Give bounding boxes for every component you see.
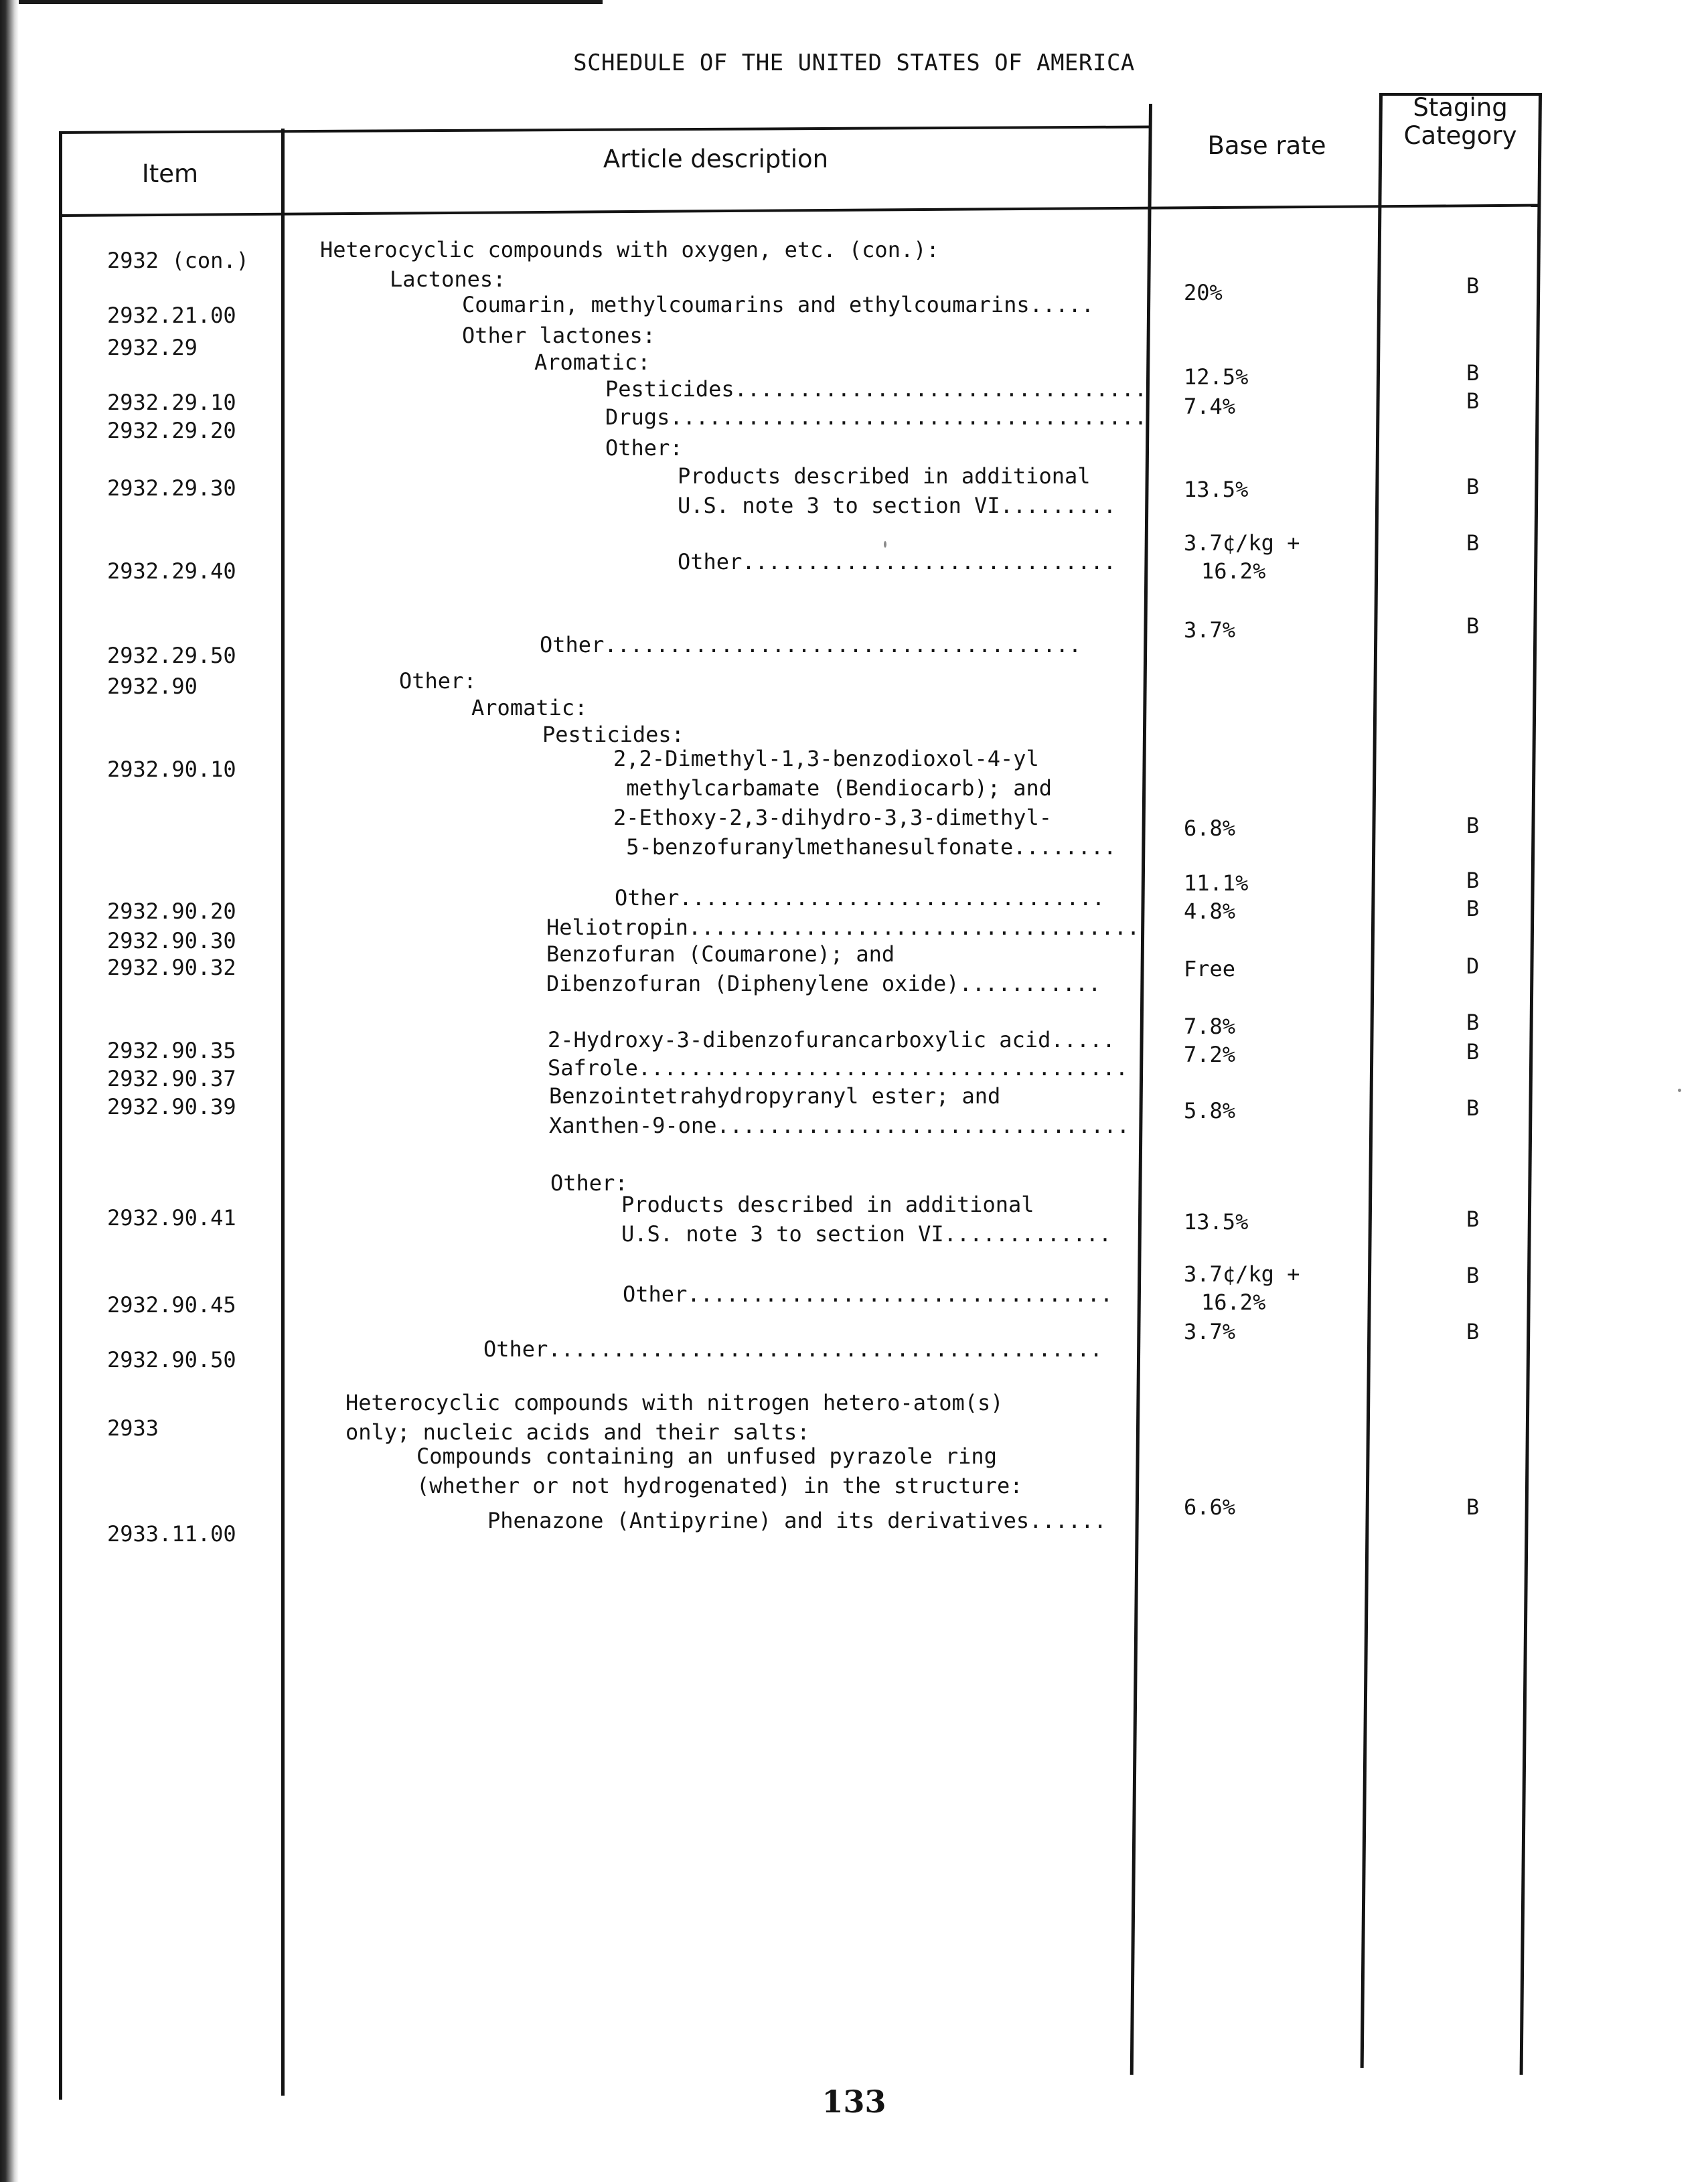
base-rate: 3.7% xyxy=(1184,1319,1236,1344)
article-description: Heliotropin................................... xyxy=(546,915,1140,940)
base-rate: Free xyxy=(1184,956,1236,982)
item-number: 2932.90.41 xyxy=(107,1205,236,1231)
item-number: 2932.29.50 xyxy=(107,643,236,668)
staging-category: B xyxy=(1466,868,1480,893)
article-description: Other............................. xyxy=(678,549,1117,574)
article-description: Lactones: xyxy=(390,266,506,292)
article-description: (whether or not hydrogenated) in the structure: xyxy=(416,1473,1023,1498)
base-rate: 5.8% xyxy=(1184,1098,1236,1123)
base-rate: 3.7¢/kg + xyxy=(1184,1261,1300,1287)
staging-category: B xyxy=(1466,1494,1480,1520)
article-description: Other: xyxy=(399,668,477,694)
item-number: 2932.29 xyxy=(107,335,198,360)
base-rate: 4.8% xyxy=(1184,899,1236,924)
staging-category: B xyxy=(1466,1095,1480,1121)
staging-category: B xyxy=(1466,1206,1480,1232)
base-rate: 20% xyxy=(1184,280,1223,305)
article-description: Phenazone (Antipyrine) and its derivatives...... xyxy=(487,1508,1107,1533)
article-description: U.S. note 3 to section VI......... xyxy=(678,493,1117,518)
article-description: Products described in additional xyxy=(621,1192,1034,1217)
item-number: 2932.90.37 xyxy=(107,1066,236,1091)
article-description: Safrole...................................... xyxy=(548,1055,1128,1081)
item-number: 2932.90.10 xyxy=(107,757,236,782)
staging-category: B xyxy=(1466,1039,1480,1065)
staging-category: B xyxy=(1466,813,1480,838)
item-number: 2933.11.00 xyxy=(107,1521,236,1547)
base-rate: 11.1% xyxy=(1184,870,1249,896)
staging-header-line-1: Staging xyxy=(1413,93,1508,122)
table-top-rule xyxy=(59,125,1149,134)
item-number: 2932.90.32 xyxy=(107,955,236,980)
article-description: Benzofuran (Coumarone); and xyxy=(546,941,895,967)
item-number: 2932.90.45 xyxy=(107,1292,236,1318)
article-description: Heterocyclic compounds with nitrogen hetero-atom(s) xyxy=(345,1390,1004,1415)
staging-category: B xyxy=(1466,388,1480,414)
staging-category: B xyxy=(1466,1319,1480,1344)
staging-category: B xyxy=(1466,474,1480,499)
scan-edge-left xyxy=(0,0,19,2182)
base-rate: 7.2% xyxy=(1184,1042,1236,1067)
article-description: Other: xyxy=(550,1170,628,1196)
base-rate: 3.7% xyxy=(1184,617,1236,643)
staging-category: D xyxy=(1466,953,1480,979)
base-rate: 7.8% xyxy=(1184,1014,1236,1039)
article-description: Coumarin, methylcoumarins and ethylcoumarins..... xyxy=(462,292,1095,317)
item-number: 2932.29.20 xyxy=(107,418,236,443)
article-description: Xanthen-9-one................................ xyxy=(549,1113,1130,1138)
item-number: 2932.90.50 xyxy=(107,1347,236,1373)
base-rate-continued: 16.2% xyxy=(1201,558,1266,584)
base-rate: 6.6% xyxy=(1184,1494,1236,1520)
base-rate-continued: 16.2% xyxy=(1201,1290,1266,1315)
item-number: 2932.90 xyxy=(107,674,198,699)
staging-category: B xyxy=(1466,613,1480,639)
article-description: Compounds containing an unfused pyrazole ring xyxy=(416,1444,997,1469)
item-number: 2932.29.10 xyxy=(107,390,236,415)
article-description: Pesticides................................ xyxy=(605,376,1148,402)
base-rate-column-header: Base rate xyxy=(1207,131,1326,160)
staging-category: B xyxy=(1466,530,1480,556)
article-description: Drugs..................................... xyxy=(605,404,1148,430)
article-description: Products described in additional xyxy=(678,463,1091,489)
scan-edge-top xyxy=(0,0,603,4)
staging-column-header xyxy=(1382,94,1539,150)
base-rate: 3.7¢/kg + xyxy=(1184,530,1300,556)
staging-category: B xyxy=(1466,896,1480,921)
article-description: U.S. note 3 to section VI............. xyxy=(621,1221,1112,1247)
staging-header-line-2: Category xyxy=(1403,121,1517,150)
item-column-header: Item xyxy=(141,159,199,188)
item-number: 2932.21.00 xyxy=(107,303,236,328)
article-description: 5-benzofuranylmethanesulfonate........ xyxy=(613,834,1117,860)
article-description: Heterocyclic compounds with oxygen, etc. (con.): xyxy=(320,237,939,262)
article-description: methylcarbamate (Bendiocarb); and xyxy=(613,775,1053,801)
article-description: Other................................. xyxy=(615,885,1105,911)
item-number: 2932.29.40 xyxy=(107,558,236,584)
staging-category: B xyxy=(1466,273,1480,299)
base-rate: 13.5% xyxy=(1184,1209,1249,1235)
article-description: Other................................. xyxy=(623,1281,1113,1307)
staging-column-left-rule xyxy=(1361,93,1383,2068)
article-description: only; nucleic acids and their salts: xyxy=(345,1419,810,1445)
staging-category: B xyxy=(1466,360,1480,386)
article-description: Benzointetrahydropyranyl ester; and xyxy=(549,1083,1001,1109)
scan-speck xyxy=(884,541,886,548)
staging-category: B xyxy=(1466,1010,1480,1035)
article-description: Other: xyxy=(605,435,683,461)
article-description: Other..................................... xyxy=(540,632,1082,657)
base-rate: 6.8% xyxy=(1184,815,1236,841)
base-rate: 7.4% xyxy=(1184,394,1236,419)
article-description: Other........................................... xyxy=(483,1336,1103,1362)
article-description: Aromatic: xyxy=(534,349,651,375)
document-title: SCHEDULE OF THE UNITED STATES OF AMERICA xyxy=(573,50,1135,76)
description-column-header: Article description xyxy=(603,145,829,173)
item-number: 2932.90.30 xyxy=(107,928,236,953)
article-description: 2-Hydroxy-3-dibenzofurancarboxylic acid..... xyxy=(548,1027,1115,1053)
item-number: 2932.90.20 xyxy=(107,899,236,924)
base-rate: 13.5% xyxy=(1184,477,1249,502)
item-number: 2932.90.39 xyxy=(107,1094,236,1119)
article-description: 2-Ethoxy-2,3-dihydro-3,3-dimethyl- xyxy=(613,805,1053,830)
article-description: Aromatic: xyxy=(471,695,588,720)
article-description: Other lactones: xyxy=(462,323,655,348)
item-number: 2933 xyxy=(107,1415,159,1441)
item-number: 2932 (con.) xyxy=(107,248,249,273)
page-number: 133 xyxy=(822,2084,886,2120)
article-description: Pesticides: xyxy=(542,722,684,747)
article-description: Dibenzofuran (Diphenylene oxide)........... xyxy=(546,971,1101,996)
article-description: 2,2-Dimethyl-1,3-benzodioxol-4-yl xyxy=(613,746,1039,771)
staging-category: B xyxy=(1466,1263,1480,1288)
description-column-left-rule xyxy=(281,129,285,2096)
item-column-left-rule xyxy=(59,133,62,2100)
base-rate: 12.5% xyxy=(1184,364,1249,390)
item-number: 2932.90.35 xyxy=(107,1038,236,1063)
item-number: 2932.29.30 xyxy=(107,475,236,501)
staging-column-right-rule xyxy=(1520,93,1542,2075)
scan-speck xyxy=(1678,1089,1681,1092)
